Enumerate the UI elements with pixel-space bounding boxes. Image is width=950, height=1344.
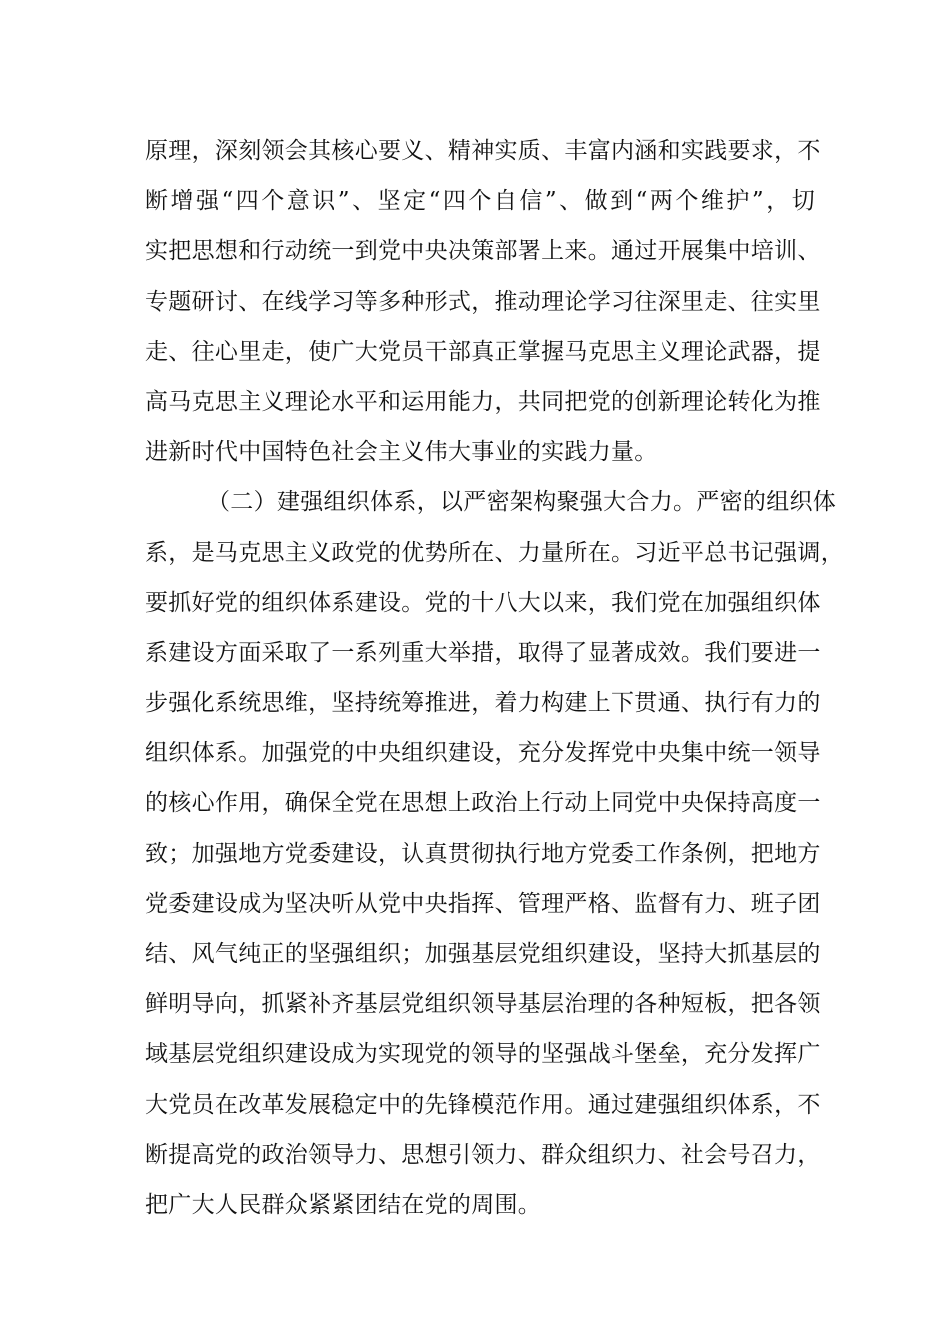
text-line: 大党员在改革发展稳定中的先锋模范作用。通过建强组织体系，不 [145,1091,821,1118]
paragraph-2 [145,477,844,1230]
text-line: 原理，深刻领会其核心要义、精神实质、丰富内涵和实践要求，不 [145,138,821,164]
text-line: 走、往心里走，使广大党员干部真正掌握马克思主义理论武器，提 [145,338,821,365]
section-heading-line: （二）建强组织体系，以严密架构聚强大合力。严密的组织体 [207,489,837,516]
text-line: 系建设方面采取了一系列重大举措，取得了显著成效。我们要进一 [145,639,821,666]
paragraph-1 [145,126,821,477]
text-line: 高马克思主义理论水平和运用能力，共同把党的创新理论转化为推 [145,388,821,415]
text-line: 断提高党的政治领导力、思想引领力、群众组织力、社会号召力， [145,1141,821,1168]
text-line: 进新时代中国特色社会主义伟大事业的实践力量。 [145,439,658,466]
text-line: 实把思想和行动统一到党中央决策部署上来。通过开展集中培训、 [145,238,821,265]
text-line: 致；加强地方党委建设，认真贯彻执行地方党委工作条例，把地方 [145,840,821,867]
text-line: 步强化系统思维，坚持统筹推进，着力构建上下贯通、执行有力的 [145,690,821,717]
text-line: 域基层党组织建设成为实现党的领导的坚强战斗堡垒，充分发挥广 [145,1041,821,1068]
text-line: 断增强“四个意识”、坚定“四个自信”、做到“两个维护”，切 [145,188,815,215]
text-line: 系，是马克思主义政党的优势所在、力量所在。习近平总书记强调， [145,539,844,566]
text-line: 鲜明导向，抓紧补齐基层党组织领导基层治理的各种短板，把各领 [145,991,821,1018]
text-line: 党委建设成为坚决听从党中央指挥、管理严格、监督有力、班子团 [145,890,821,917]
text-line: 的核心作用，确保全党在思想上政治上行动上同党中央保持高度一 [145,790,821,817]
document-body [145,126,844,1230]
text-line: 结、风气纯正的坚强组织；加强基层党组织建设，坚持大抓基层的 [145,941,821,967]
text-line: 专题研讨、在线学习等多种形式，推动理论学习往深里走、往实里 [145,288,821,315]
text-line: 要抓好党的组织体系建设。党的十八大以来，我们党在加强组织体 [145,589,821,616]
text-line: 组织体系。加强党的中央组织建设，充分发挥党中央集中统一领导 [145,740,821,767]
text-line: 把广大人民群众紧紧团结在党的周围。 [145,1191,542,1218]
